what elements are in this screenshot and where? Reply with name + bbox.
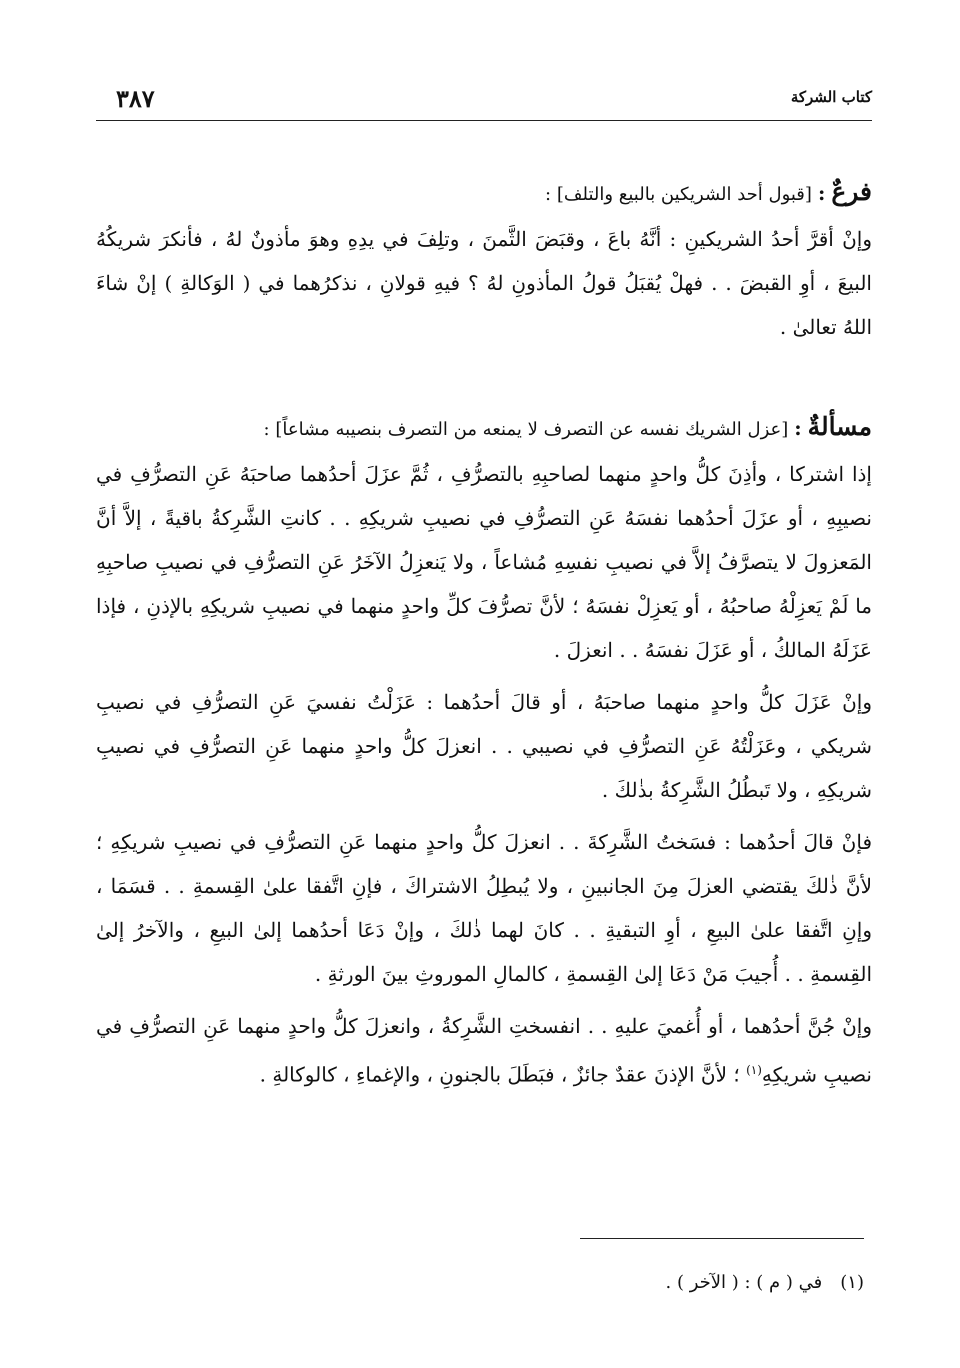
far-heading	[96, 170, 872, 217]
masala-title: [عزل الشريك نفسه عن التصرف لا يمنعه من التصرف بنصيبه مشاعاً] :	[263, 419, 789, 440]
masala-label: مسألةٌ	[807, 412, 872, 441]
running-head: كتاب الشركة	[790, 88, 872, 106]
masala-heading	[96, 405, 872, 452]
masala-paragraph-4-text-a: وإنْ جُنَّ أحدُهما ، أو أُغميَ عليهِ . . انفسختِ الشَّرِكةُ ، وانعزلَ كلُّ واحدٍ منهما عَنِ التصرُّفِ في نصيبِ شريكِهِ	[96, 1014, 872, 1087]
far-paragraph: وإنْ أقرَّ أحدُ الشريكينِ : أنَّهُ باعَ ، وقبَضَ الثَّمنَ ، وتلِفَ في يدِهِ وهوَ مأذونٌ لهُ ، فأنكرَ شريكُهُ البيعَ ، أوِ القبضَ . . فهلْ يُقبَلُ قولُ المأذونِ لهُ ؟ فيهِ قولانِ ، نذكرُهما في ( الوَكالةِ ) إنْ شاءَ اللهُ تعالىٰ .	[96, 227, 872, 339]
footnote	[364, 1272, 864, 1293]
masala-separator: :	[794, 416, 802, 440]
far-label: فرعٌ	[831, 177, 872, 206]
masala-paragraph-2: وإنْ عَزَلَ كلُّ واحدٍ منهما صاحبَهُ ، أو قالَ أحدُهما : عَزَلْتُ نفسيَ عَنِ التصرُّفِ في نصيبِ شريكي ، وعَزَلْتُهُ عَنِ التصرُّفِ في نصيبي . . انعزلَ كلُّ واحدٍ منهما عَنِ التصرُّفِ في نصيبِ شريكِهِ ، ولا تَبطُلُ الشَّرِكةُ بذٰلكَ .	[96, 690, 872, 802]
footnote-divider	[580, 1238, 864, 1239]
masala-paragraph-4	[96, 1004, 872, 1097]
masala-paragraph-1: إذا اشتركا ، وأذِنَ كلُّ واحدٍ منهما لصاحبِهِ بالتصرُّفِ ، ثُمَّ عزَلَ أحدُهما صاحبَهُ عَنِ التصرُّفِ في نصيبِهِ ، أو عزَلَ أحدُهما نفسَهُ عَنِ التصرُّفِ في نصيبِ شريكِهِ . . كانتِ الشَّرِكةُ باقيةً ، إلاَّ أنَّ المَعزولَ لا يتصرَّفُ إلاَّ في نصيبِ نفسِهِ مُشاعاً ، ولا يَنعزِلُ الآخَرُ عَنِ التصرُّفِ في نصيبِ صاحبِهِ ما لَمْ يَعزِلْهُ صاحبُهُ ، أو يَعزِلْ نفسَهُ ؛ لأنَّ تصرُّفَ كلِّ واحدٍ منهما في نصيبِ شريكِهِ بالإذنِ ، فإذا عَزَلَهُ المالكُ ، أو عَزَلَ نفسَهُ . . انعزلَ .	[96, 462, 872, 662]
far-title: [قبول أحد الشريكين بالبيع والتلف] :	[545, 184, 812, 205]
masala-paragraph-3: فإنْ قالَ أحدُهما : فسَختُ الشَّرِكةَ . . انعزلَ كلُّ واحدٍ منهما عَنِ التصرُّفِ في نصيبِ شريكِهِ ؛ لأنَّ ذٰلكَ يقتضي العزلَ مِنَ الجانبينِ ، ولا يُبطِلُ الاشتراكَ ، فإنِ اتَّفقا علىٰ القِسمةِ . . قسَمَا ، وإنِ اتَّفقا علىٰ البيعِ ، أوِ التبقيةِ . . كانَ لهما ذٰلكَ ، وإنْ دَعَا أحدُهما إلىٰ البيعِ ، والآخرُ إلىٰ القِسمةِ . . أُجيبَ مَنْ دَعَا إلىٰ القِسمةِ ، كالمالِ الموروثِ بينَ الورثةِ .	[96, 830, 872, 986]
footnote-marker: (١)	[840, 1272, 864, 1293]
far-separator: :	[817, 181, 826, 205]
footnote-text: في ( م ) : ( الآخر ) .	[665, 1272, 823, 1293]
footnote-reference[interactable]: (١)	[746, 1063, 762, 1077]
page-header	[96, 80, 872, 121]
masala-paragraph-4-text-b: ؛ لأنَّ الإذنَ عقدٌ جائزٌ ، فبَطَلَ بالجنونِ ، والإغماءِ ، كالوكالةِ .	[259, 1062, 747, 1087]
page-number: ٣٨٧	[116, 84, 155, 113]
page-body	[96, 170, 872, 1097]
